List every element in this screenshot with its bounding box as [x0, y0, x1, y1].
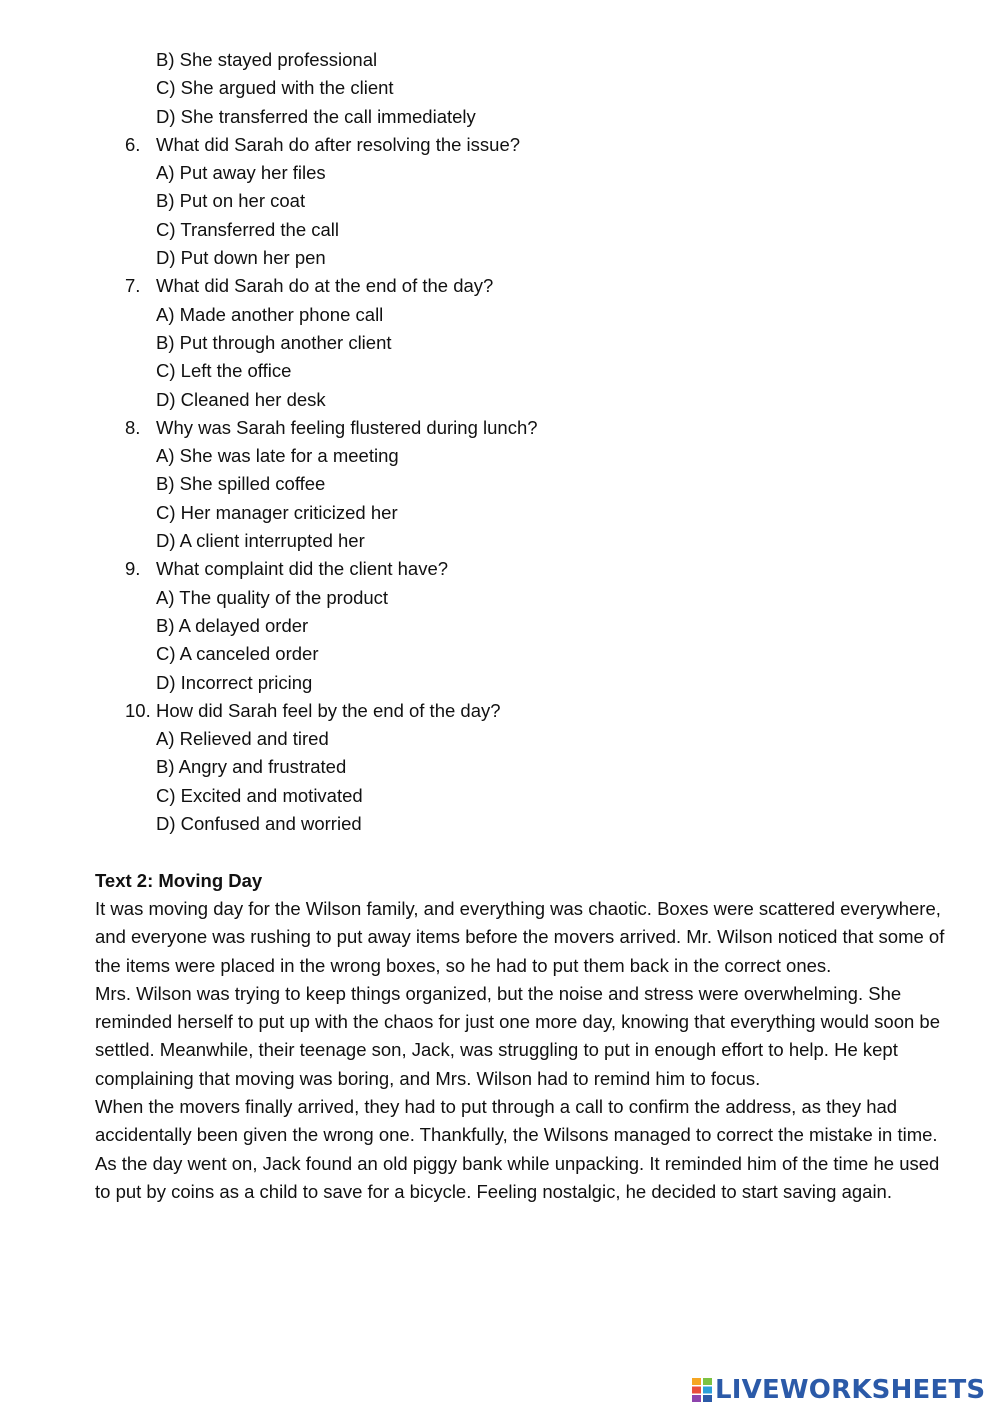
q6-option-d: D) Put down her pen	[156, 247, 326, 269]
q6-option-a: A) Put away her files	[156, 162, 326, 184]
q10-option-c: C) Excited and motivated	[156, 784, 363, 806]
section-spacer	[0, 838, 1000, 866]
question-text: What did Sarah do at the end of the day?	[156, 275, 494, 297]
q8-option-c: C) Her manager criticized her	[156, 501, 398, 523]
text2-paragraph-1: It was moving day for the Wilson family, and everything was chaotic. Boxes were scattered everywhere, and everyone was rushing to put away items before the movers arrived. Mr. Wilson noticed that some of the items were placed in the wrong boxes, so he had to put them back in the correct ones.	[95, 897, 945, 976]
q7-option-b: B) Put through another client	[156, 331, 392, 353]
text2-paragraph-3: When the movers finally arrived, they had to put through a call to confirm the address, as they had accidentally been given the wrong one. Thankfully, the Wilsons managed to correct the mistake in time.	[95, 1095, 938, 1146]
worksheet-page	[0, 46, 1000, 1206]
q7-option-c: C) Left the office	[156, 360, 292, 382]
question-number: 10.	[125, 699, 151, 721]
question-9	[0, 555, 1000, 583]
q9-option-c: C) A canceled order	[156, 643, 319, 665]
text2-title: Text 2: Moving Day	[95, 869, 263, 891]
q7-option-a: A) Made another phone call	[156, 303, 384, 325]
q10-option-b: B) Angry and frustrated	[156, 756, 347, 778]
question-text: What did Sarah do after resolving the issue?	[156, 133, 521, 155]
liveworksheets-logo-text: LIVEWORKSHEETS	[715, 1375, 986, 1405]
question-6	[0, 131, 1000, 159]
q9-option-d: D) Incorrect pricing	[156, 671, 313, 693]
q7-option-d: D) Cleaned her desk	[156, 388, 326, 410]
q9-option-b: B) A delayed order	[156, 614, 309, 636]
question-text: How did Sarah feel by the end of the day?	[156, 699, 501, 721]
question-number: 6.	[125, 133, 141, 155]
q5-option-c: C) She argued with the client	[156, 77, 394, 99]
question-8	[0, 414, 1000, 442]
question-number: 7.	[125, 275, 141, 297]
q9-option-a: A) The quality of the product	[156, 586, 389, 608]
text2-paragraph-4: As the day went on, Jack found an old piggy bank while unpacking. It reminded him of the time he used to put by coins as a child to save for a bicycle. Feeling nostalgic, he decided to start saving again.	[95, 1152, 940, 1202]
q10-option-d: D) Confused and worried	[156, 813, 362, 835]
question-10	[0, 697, 1000, 725]
q6-option-c: C) Transferred the call	[156, 218, 340, 240]
liveworksheets-logo	[692, 1372, 985, 1408]
q8-option-a: A) She was late for a meeting	[156, 445, 399, 467]
question-text: Why was Sarah feeling flustered during lunch?	[156, 416, 538, 438]
question-number: 8.	[125, 416, 141, 438]
q6-option-b: B) Put on her coat	[156, 190, 306, 212]
question-7	[0, 272, 1000, 300]
q8-option-d: D) A client interrupted her	[156, 530, 365, 552]
question-text: What complaint did the client have?	[156, 558, 449, 580]
q5-option-d: D) She transferred the call immediately	[156, 105, 476, 127]
q8-option-b: B) She spilled coffee	[156, 473, 326, 495]
text2-paragraph-2: Mrs. Wilson was trying to keep things organized, but the noise and stress were overwhelming. She reminded herself to put up with the chaos for just one more day, knowing that everything would soon be settled. Meanwhile, their teenage son, Jack, was struggling to put in enough effort to help. He kept complaining that moving was boring, and Mrs. Wilson had to remind him to focus.	[95, 982, 940, 1089]
question-number: 9.	[125, 558, 141, 580]
liveworksheets-logo-icon	[692, 1378, 712, 1402]
q10-option-a: A) Relieved and tired	[156, 728, 329, 750]
q5-option-b: B) She stayed professional	[156, 49, 378, 70]
